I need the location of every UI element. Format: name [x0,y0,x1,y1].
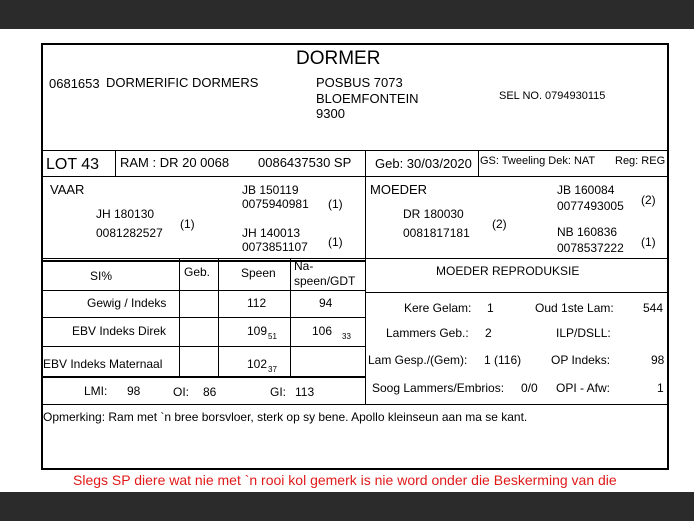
gi-value: 113 [295,385,315,399]
moeder-sire-count: (2) [641,193,656,207]
remark: Opmerking: Ram met `n bree borsvloer, sterk op sy bene. Apollo kleinseun aan ma se kant. [43,410,528,424]
birth-date: Geb: 30/03/2020 [375,156,472,171]
ebv-maternaal-speen-value: 102 [247,357,268,371]
header-speen: Speen [241,266,276,280]
gewig-naspeen: 94 [319,296,333,310]
opi-label: OPI - Afw: [556,381,611,395]
op-indeks-value: 98 [651,353,665,367]
bottom-dark-bar [0,492,694,521]
ebv-direk-naspeen [312,324,351,341]
gewig-label: Gewig / Indeks [87,296,167,310]
vaar-label: VAAR [50,182,85,197]
address-line-1: POSBUS 7073 [316,75,403,90]
vaar-dam-count: (1) [328,235,343,249]
birth-status: GS: Tweeling Dek: NAT [480,155,596,167]
reproduction-title: MOEDER REPRODUKSIE [436,264,580,278]
moeder-dam-count: (1) [641,235,656,249]
header-naspeen-2: speen/GDT [294,274,356,288]
ebv-direk-naspeen-accuracy: 33 [342,332,351,341]
lam-gesp-label: Lam Gesp./(Gem): [368,353,468,367]
oi-label: OI: [173,385,190,399]
moeder-dam-no: 0078537222 [557,241,624,255]
ebv-maternaal-speen-accuracy: 37 [268,365,277,374]
ebv-direk-speen [247,324,277,341]
address-line-3: 9300 [316,106,345,121]
ebv-direk-label: EBV Indeks Direk [72,324,167,338]
breeder-code: 0681653 [49,76,100,91]
breeder-name: DORMERIFIC DORMERS [106,75,259,90]
vaar-sire-no: 0075940981 [242,197,309,211]
soog-value: 0/0 [521,381,538,395]
oi-value: 86 [203,385,217,399]
vaar-no: 0081282527 [96,226,163,240]
oud-lam-value: 544 [643,301,664,315]
top-dark-bar [0,0,694,29]
moeder-dam-id: NB 160836 [557,225,618,239]
gewig-speen: 112 [247,296,267,310]
sel-no: SEL NO. 0794930115 [499,90,606,102]
ebv-direk-speen-value: 109 [247,324,268,338]
vaar-sire-id: JB 150119 [242,183,299,197]
op-indeks-label: OP Indeks: [551,353,611,367]
lmi-label: LMI: [84,384,108,398]
moeder-label: MOEDER [370,182,428,197]
lammers-geb-label: Lammers Geb.: [386,326,469,340]
vaar-count: (1) [180,217,195,231]
moeder-id: DR 180030 [403,207,464,221]
header-naspeen-1: Na- [294,259,314,273]
moeder-count: (2) [492,217,507,231]
soog-label: Soog Lammers/Embrios: [372,381,505,395]
moeder-sire-id: JB 160084 [557,183,615,197]
ebv-maternaal-label: EBV Indeks Maternaal [43,357,163,371]
ebv-maternaal-speen [247,357,277,374]
moeder-no: 0081817181 [403,226,470,240]
ram-id: RAM : DR 20 0068 [120,155,230,170]
ebv-direk-naspeen-value: 106 [312,324,333,338]
vaar-id: JH 180130 [96,207,155,221]
vaar-sire-count: (1) [328,197,343,211]
card-title: DORMER [296,48,381,69]
lmi-value: 98 [127,384,141,398]
vaar-dam-id: JH 140013 [242,226,301,240]
kere-gelam-label: Kere Gelam: [404,301,472,315]
vaar-dam-no: 0073851107 [242,240,308,254]
header-geb: Geb. [184,265,211,279]
oud-lam-label: Oud 1ste Lam: [535,301,614,315]
ebv-direk-speen-accuracy: 51 [268,332,277,341]
gi-label: GI: [270,385,287,399]
lammers-geb-value: 2 [485,326,492,340]
lam-gesp-value: 1 (116) [484,353,522,367]
registration-status: Reg: REG [615,155,666,167]
address-line-2: BLOEMFONTEIN [316,91,419,106]
footer-note: Slegs SP diere wat nie met `n rooi kol gemerk is nie word onder die Beskerming van die [73,472,617,488]
catalog-card [41,43,669,470]
kere-gelam-value: 1 [487,301,494,315]
header-si: SI% [90,269,113,283]
ilp-label: ILP/DSLL: [556,326,611,340]
opi-value: 1 [657,381,664,395]
registration-number: 0086437530 SP [258,155,352,170]
moeder-sire-no: 0077493005 [557,199,624,213]
lot-number: LOT 43 [46,156,100,173]
